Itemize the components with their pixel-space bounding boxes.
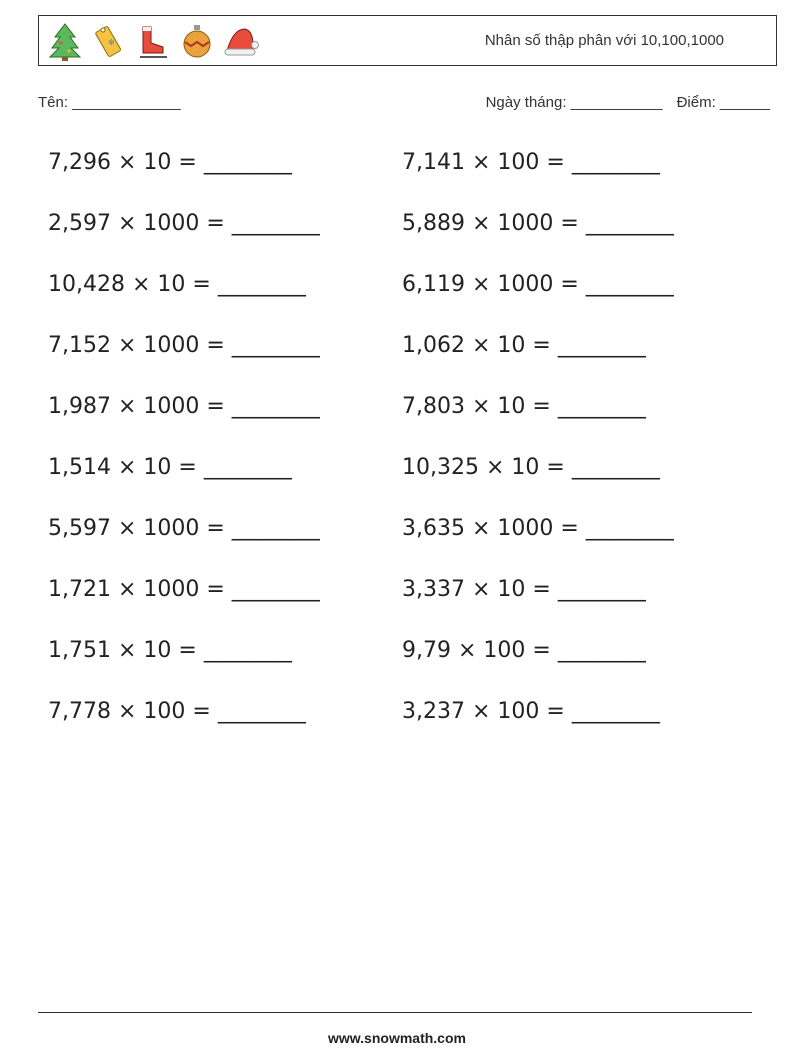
header-icons [47, 20, 259, 62]
problem-7-right: 3,635 × 1000 = ________ [402, 516, 674, 541]
problem-1-right: 7,141 × 100 = ________ [402, 150, 660, 175]
santa-hat-icon [223, 21, 259, 61]
problem-6-right: 10,325 × 10 = ________ [402, 455, 660, 480]
problem-7-left: 5,597 × 1000 = ________ [48, 516, 320, 541]
problem-8-left: 1,721 × 1000 = ________ [48, 577, 320, 602]
problem-9-right: 9,79 × 100 = ________ [402, 638, 646, 663]
gift-tag-icon [91, 21, 127, 61]
ice-skate-icon [135, 21, 171, 61]
footer-site: www.snowmath.com [328, 1030, 466, 1046]
worksheet-header [38, 15, 777, 66]
problem-10-right: 3,237 × 100 = ________ [402, 699, 660, 724]
problem-6-left: 1,514 × 10 = ________ [48, 455, 292, 480]
score-field: Điểm: ______ [676, 94, 770, 111]
problem-9-left: 1,751 × 10 = ________ [48, 638, 292, 663]
problem-2-right: 5,889 × 1000 = ________ [402, 211, 674, 236]
problem-4-left: 7,152 × 1000 = ________ [48, 333, 320, 358]
problem-3-left: 10,428 × 10 = ________ [48, 272, 306, 297]
footer-divider [38, 1012, 752, 1013]
problem-10-left: 7,778 × 100 = ________ [48, 699, 306, 724]
problem-5-left: 1,987 × 1000 = ________ [48, 394, 320, 419]
date-field: Ngày tháng: ___________ [485, 94, 663, 111]
problem-5-right: 7,803 × 10 = ________ [402, 394, 646, 419]
problem-1-left: 7,296 × 10 = ________ [48, 150, 292, 175]
problem-2-left: 2,597 × 1000 = ________ [48, 211, 320, 236]
date-score-fields [486, 94, 770, 111]
problem-4-right: 1,062 × 10 = ________ [402, 333, 646, 358]
name-field: Tên: _____________ [38, 94, 181, 111]
ornament-ball-icon [179, 21, 215, 61]
problem-8-right: 3,337 × 10 = ________ [402, 577, 646, 602]
christmas-tree-icon [47, 21, 83, 61]
problem-3-right: 6,119 × 1000 = ________ [402, 272, 674, 297]
worksheet-title: Nhân số thập phân với 10,100,1000 [484, 32, 724, 49]
svg-text:✻: ✻ [108, 38, 115, 47]
